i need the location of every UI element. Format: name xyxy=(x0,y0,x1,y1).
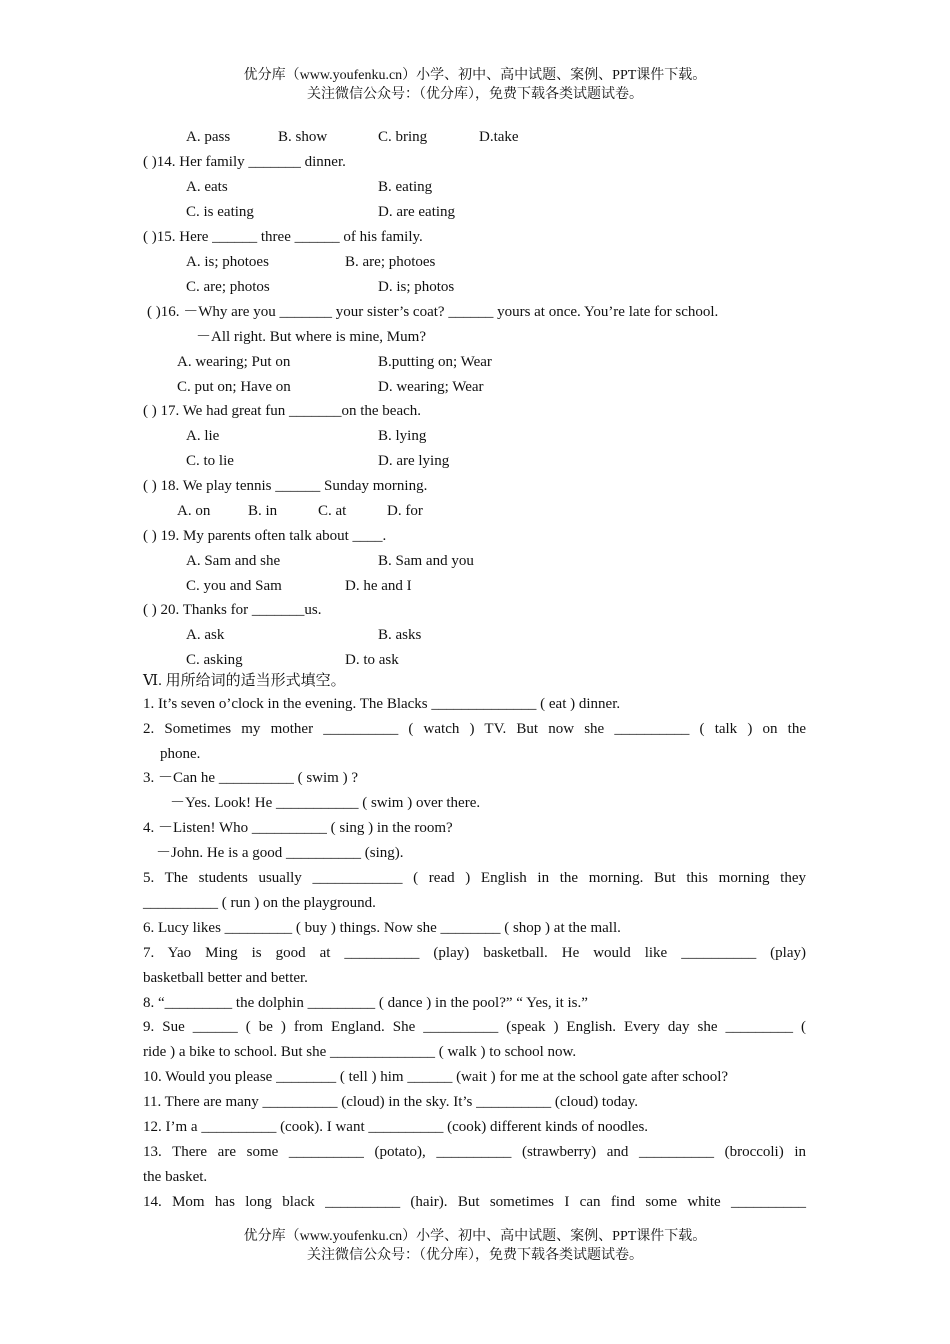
q19-stem: ( ) 19. My parents often talk about ____. xyxy=(143,528,387,544)
q13-option-a: A. pass xyxy=(186,129,231,145)
s6-item-3-answer: －Yes. Look! He ___________ ( swim ) over there. xyxy=(170,795,481,811)
s6-item-7-line-1: 7. Yao Ming is good at __________ (play) basketball. He would like __________ (play) xyxy=(143,945,806,961)
s6-item-9-line-1: 9. Sue ______ ( be ) from England. She __________ (speak ) English. Every day she _________ ( xyxy=(143,1019,806,1035)
s6-item-5-line-1: 5. The students usually ____________ ( read ) English in the morning. But this morning they xyxy=(143,870,806,886)
q15-option-a: A. is; photoes xyxy=(186,254,269,270)
q17-option-c: C. to lie xyxy=(186,453,234,469)
s6-item-13-line-1: 13. There are some __________ (potato), __________ (strawberry) and __________ (broccoli) in xyxy=(143,1144,806,1160)
s6-item-12: 12. I’m a __________ (cook). I want __________ (cook) different kinds of noodles. xyxy=(143,1119,649,1135)
q15-stem: ( )15. Here ______ three ______ of his family. xyxy=(143,229,423,245)
page-footer-line-2: 关注微信公众号：（优分库），免费下载各类试题试卷。 xyxy=(307,1248,643,1263)
section-6-title: Ⅵ. 用所给词的适当形式填空。 xyxy=(143,673,346,689)
q18-stem: ( ) 18. We play tennis ______ Sunday morning. xyxy=(143,478,428,494)
q17-option-a: A. lie xyxy=(186,428,220,444)
q20-option-d: D. to ask xyxy=(345,652,399,668)
s6-item-13-line-2: the basket. xyxy=(143,1169,208,1185)
s6-item-10: 10. Would you please ________ ( tell ) him ______ (wait ) for me at the school gate after school? xyxy=(143,1069,729,1085)
q14-stem: ( )14. Her family _______ dinner. xyxy=(143,154,346,170)
q15-option-b: B. are; photoes xyxy=(345,254,436,270)
q14-option-b: B. eating xyxy=(378,179,433,195)
q14-option-a: A. eats xyxy=(186,179,228,195)
s6-item-3-question: 3. －Can he __________ ( swim ) ? xyxy=(143,770,358,786)
q16-stem: ( )16. －Why are you _______ your sister’s coat? ______ yours at once. You’re late for school. xyxy=(147,304,719,320)
s6-item-5-line-2: __________ ( run ) on the playground. xyxy=(143,895,376,911)
q17-option-b: B. lying xyxy=(378,428,427,444)
q17-stem: ( ) 17. We had great fun _______on the beach. xyxy=(143,403,422,419)
q14-option-d: D. are eating xyxy=(378,204,456,220)
s6-item-9-line-2: ride ) a bike to school. But she ______________ ( walk ) to school now. xyxy=(143,1044,577,1060)
q18-option-a: A. on xyxy=(177,503,211,519)
q19-option-b: B. Sam and you xyxy=(378,553,474,569)
q16-option-d: D. wearing; Wear xyxy=(378,379,484,395)
s6-item-7-line-2: basketball better and better. xyxy=(143,970,308,986)
q19-option-c: C. you and Sam xyxy=(186,578,282,594)
q17-option-d: D. are lying xyxy=(378,453,450,469)
page-header-line-1: 优分库（www.youfenku.cn）小学、初中、高中试题、案例、PPT课件下载。 xyxy=(243,68,707,83)
q20-stem: ( ) 20. Thanks for _______us. xyxy=(143,602,322,618)
q20-option-a: A. ask xyxy=(186,627,225,643)
q19-option-a: A. Sam and she xyxy=(186,553,281,569)
s6-item-6: 6. Lucy likes _________ ( buy ) things. Now she ________ ( shop ) at the mall. xyxy=(143,920,621,936)
q18-option-d: D. for xyxy=(387,503,423,519)
q16-option-a: A. wearing; Put on xyxy=(177,354,291,370)
q13-option-c: C. bring xyxy=(378,129,428,145)
q13-option-d: D.take xyxy=(479,129,519,145)
s6-item-2-line-1: 2. Sometimes my mother __________ ( watch ) TV. But now she __________ ( talk ) on the xyxy=(143,721,806,737)
q15-option-c: C. are; photos xyxy=(186,279,270,295)
s6-item-14-line-1: 14. Mom has long black __________ (hair). But sometimes I can find some white __________ xyxy=(143,1194,806,1210)
q15-option-d: D. is; photos xyxy=(378,279,455,295)
q13-option-b: B. show xyxy=(278,129,328,145)
page-footer-line-1: 优分库（www.youfenku.cn）小学、初中、高中试题、案例、PPT课件下载。 xyxy=(243,1229,707,1244)
q20-option-c: C. asking xyxy=(186,652,243,668)
q18-option-b: B. in xyxy=(248,503,278,519)
q19-option-d: D. he and I xyxy=(345,578,412,594)
s6-item-2-line-2: phone. xyxy=(160,746,201,762)
q16-option-b: B.putting on; Wear xyxy=(378,354,492,370)
s6-item-8: 8. “_________ the dolphin _________ ( dance ) in the pool?” “ Yes, it is.” xyxy=(143,995,588,1011)
q20-option-b: B. asks xyxy=(378,627,422,643)
s6-item-11: 11. There are many __________ (cloud) in the sky. It’s __________ (cloud) today. xyxy=(143,1094,639,1110)
s6-item-4-answer: －John. He is a good __________ (sing). xyxy=(156,845,404,861)
q16-option-c: C. put on; Have on xyxy=(177,379,291,395)
q14-option-c: C. is eating xyxy=(186,204,254,220)
page-header-line-2: 关注微信公众号：（优分库），免费下载各类试题试卷。 xyxy=(307,87,643,102)
q18-option-c: C. at xyxy=(318,503,347,519)
s6-item-4-question: 4. －Listen! Who __________ ( sing ) in the room? xyxy=(143,820,453,836)
s6-item-1: 1. It’s seven o’clock in the evening. The Blacks ______________ ( eat ) dinner. xyxy=(143,696,621,712)
q16-stem-reply: －All right. But where is mine, Mum? xyxy=(196,329,426,345)
